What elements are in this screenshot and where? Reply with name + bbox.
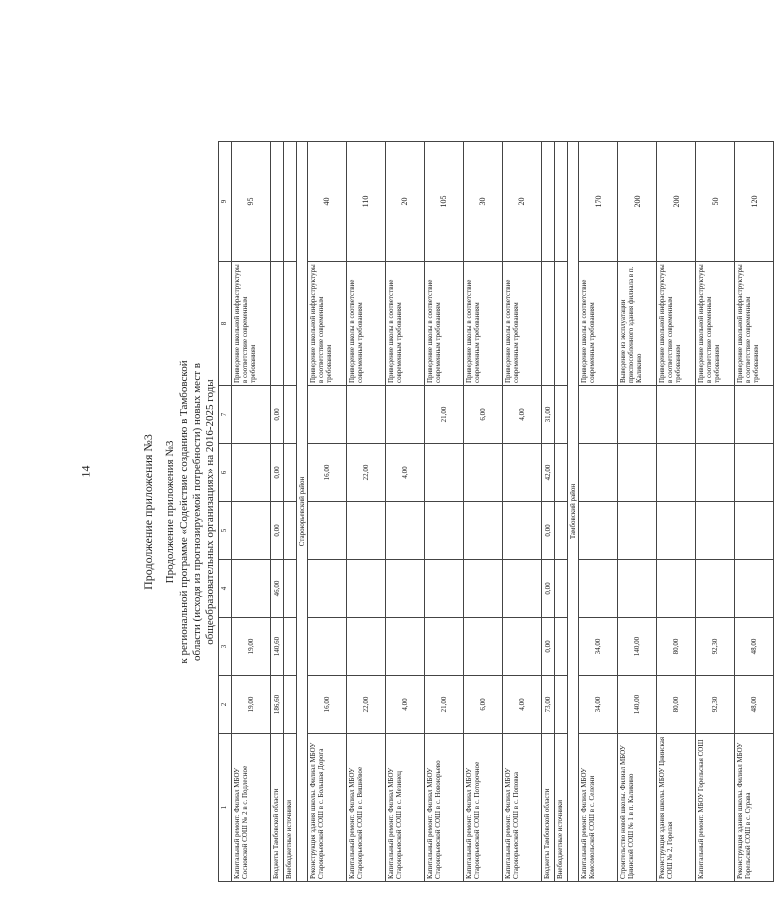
measure-cell: Капитальный ремонт. Филиал МБОУ Староюрьевской СОШ в с. Мезинец [386, 734, 425, 882]
program-line-2: области (исходя из прогнозируемой потребности) новых мест в [191, 363, 203, 661]
column-number: 7 [219, 386, 232, 444]
amount-2018-cell [735, 502, 774, 560]
places-cell [284, 142, 297, 262]
places-cell: 105 [425, 142, 464, 262]
result-cell: Приведение школьной инфраструктуры в соответствие современным требованиям [735, 262, 774, 386]
measure-cell: Капитальный ремонт. Филиал МБОУ Староюрьевской СОШ в с. Новоюрьево [425, 734, 464, 882]
amount-total-cell: 48,00 [735, 676, 774, 734]
measure-cell: Внебюджетные источники [555, 734, 568, 882]
amount-total-cell: 92,30 [696, 676, 735, 734]
amount-2018-cell [579, 502, 618, 560]
amount-2019-cell [425, 444, 464, 502]
result-cell: Приведение школы в соответствие современным требованиям [386, 262, 425, 386]
measure-cell: Внебюджетные источники [284, 734, 297, 882]
table-row [503, 142, 542, 882]
places-cell: 20 [386, 142, 425, 262]
amount-2017-cell [618, 560, 657, 618]
measure-cell: Капитальный ремонт. Филиал МБОУ Сосновской СОШ № 2 в с. Подлесное [232, 734, 271, 882]
column-number-row [219, 142, 232, 882]
result-cell [555, 262, 568, 386]
amount-2019-cell [579, 444, 618, 502]
amount-total-cell: 21,00 [425, 676, 464, 734]
amount-total-cell: 34,00 [579, 676, 618, 734]
amount-2016-cell: 140,00 [618, 618, 657, 676]
program-line-3: общеобразовательных организациях» на 2016-2025 годы [204, 379, 216, 645]
amount-2016-cell: 19,00 [232, 618, 271, 676]
amount-2016-cell: 80,00 [657, 618, 696, 676]
amount-2016-cell: 0,00 [542, 618, 555, 676]
amount-2019-cell [555, 444, 568, 502]
amount-2019-cell: 42,00 [542, 444, 555, 502]
amount-2017-cell [308, 560, 347, 618]
amount-2017-cell [696, 560, 735, 618]
result-cell: Приведение школы в соответствие современным требованиям [503, 262, 542, 386]
result-cell: Приведение школы в соответствие современным требованиям [579, 262, 618, 386]
amount-2019-cell: 16,00 [308, 444, 347, 502]
appendix-continuation: Продолжение приложения №3 [164, 440, 176, 584]
column-number: 6 [219, 444, 232, 502]
amount-2019-cell [464, 444, 503, 502]
result-cell [542, 262, 555, 386]
table-row [308, 142, 347, 882]
table-row [579, 142, 618, 882]
total-row [284, 142, 297, 882]
amount-2018-cell [308, 502, 347, 560]
places-cell: 110 [347, 142, 386, 262]
amount-2016-cell: 92,30 [696, 618, 735, 676]
result-cell: Приведение школы в соответствие современным требованиям [347, 262, 386, 386]
amount-2020-cell [347, 386, 386, 444]
amount-2018-cell: 0,00 [542, 502, 555, 560]
amount-2020-cell [735, 386, 774, 444]
measure-cell: Реконструкция здания школы. Филиал МБОУ Горельской СОШ в с. Сурава [735, 734, 774, 882]
section-row [568, 142, 579, 882]
amount-2016-cell [503, 618, 542, 676]
measure-cell: Капитальный ремонт. Филиал МБОУ Староюрьевской СОШ в с. Поповка [503, 734, 542, 882]
amount-2018-cell [347, 502, 386, 560]
amount-2016-cell: 140,60 [271, 618, 284, 676]
amount-2016-cell [308, 618, 347, 676]
amount-2017-cell: 0,00 [542, 560, 555, 618]
table-row [618, 142, 657, 882]
amount-2019-cell [232, 444, 271, 502]
amount-2016-cell [347, 618, 386, 676]
measure-cell: Бюджеты Тамбовской области [542, 734, 555, 882]
places-cell: 95 [232, 142, 271, 262]
measure-cell: Капитальный ремонт. Филиал МБОУ Староюрьевской СОШ в с. Поторочное [464, 734, 503, 882]
amount-total-cell: 4,00 [386, 676, 425, 734]
amount-2018-cell [503, 502, 542, 560]
amount-2019-cell [657, 444, 696, 502]
table-row [464, 142, 503, 882]
amount-2017-cell [657, 560, 696, 618]
amount-total-cell [555, 676, 568, 734]
amount-2019-cell: 0,00 [271, 444, 284, 502]
amount-total-cell [284, 676, 297, 734]
amount-total-cell: 6,00 [464, 676, 503, 734]
result-cell: Приведение школьной инфраструктуры в соответствие современным требованиям [308, 262, 347, 386]
total-row [542, 142, 555, 882]
column-number: 8 [219, 262, 232, 386]
table-row [696, 142, 735, 882]
table-row [735, 142, 774, 882]
amount-2016-cell [464, 618, 503, 676]
section-label: Тамбовский район [568, 142, 579, 882]
amount-2020-cell: 31,00 [542, 386, 555, 444]
amount-2020-cell [386, 386, 425, 444]
places-cell: 20 [503, 142, 542, 262]
section-label: Староюрьевский район [297, 142, 308, 882]
amount-2017-cell: 46,00 [271, 560, 284, 618]
amount-2017-cell [464, 560, 503, 618]
table-row [425, 142, 464, 882]
amount-2017-cell [347, 560, 386, 618]
places-cell [555, 142, 568, 262]
amount-2018-cell [657, 502, 696, 560]
amount-2018-cell [386, 502, 425, 560]
result-cell: Приведение школьной инфраструктуры в соответствие современным требованиям [696, 262, 735, 386]
program-table [218, 141, 774, 882]
places-cell: 120 [735, 142, 774, 262]
amount-total-cell: 22,00 [347, 676, 386, 734]
amount-2020-cell [579, 386, 618, 444]
amount-2016-cell [284, 618, 297, 676]
amount-2018-cell [425, 502, 464, 560]
amount-2017-cell [284, 560, 297, 618]
amount-2020-cell [284, 386, 297, 444]
table-row [386, 142, 425, 882]
result-cell: Выведение из эксплуатации приспособленного здания филиала в п. Каликино [618, 262, 657, 386]
amount-total-cell: 186,60 [271, 676, 284, 734]
amount-2016-cell: 48,00 [735, 618, 774, 676]
amount-2020-cell [618, 386, 657, 444]
amount-2018-cell [555, 502, 568, 560]
places-cell [271, 142, 284, 262]
amount-2019-cell [696, 444, 735, 502]
amount-2019-cell [503, 444, 542, 502]
continuation-title: Продолжение приложения №3 [141, 434, 155, 590]
table-body [232, 142, 774, 882]
amount-2019-cell [284, 444, 297, 502]
amount-2020-cell [232, 386, 271, 444]
amount-2020-cell: 21,00 [425, 386, 464, 444]
column-number: 2 [219, 676, 232, 734]
result-cell: Приведение школьной инфраструктуры в соответствие современным требованиям [657, 262, 696, 386]
measure-cell: Реконструкция здания школы. Филиал МБОУ Староюрьевской СОШ в с. Большая Дорога [308, 734, 347, 882]
amount-2020-cell [696, 386, 735, 444]
result-cell [284, 262, 297, 386]
amount-total-cell: 80,00 [657, 676, 696, 734]
measure-cell: Капитальный ремонт. МБОУ Горельская СОШ [696, 734, 735, 882]
measure-cell: Строительство новой школы. Филиал МБОУ Цнинской СОШ № 1 в п. Каликино [618, 734, 657, 882]
places-cell: 200 [618, 142, 657, 262]
rotated-document-sheet [141, 142, 761, 882]
amount-2020-cell [308, 386, 347, 444]
table-row [232, 142, 271, 882]
amount-total-cell: 16,00 [308, 676, 347, 734]
amount-2017-cell [425, 560, 464, 618]
result-cell: Приведение школы в соответствие современным требованиям [464, 262, 503, 386]
places-cell: 200 [657, 142, 696, 262]
amount-total-cell: 140,00 [618, 676, 657, 734]
column-number: 3 [219, 618, 232, 676]
places-cell: 40 [308, 142, 347, 262]
amount-total-cell: 73,00 [542, 676, 555, 734]
amount-2020-cell: 4,00 [503, 386, 542, 444]
amount-2017-cell [555, 560, 568, 618]
amount-2019-cell [735, 444, 774, 502]
amount-2017-cell [503, 560, 542, 618]
places-cell [542, 142, 555, 262]
places-cell: 50 [696, 142, 735, 262]
measure-cell: Бюджеты Тамбовской области [271, 734, 284, 882]
amount-2018-cell [618, 502, 657, 560]
result-cell: Приведение школьной инфраструктуры в соответствие современным требованиям [232, 262, 271, 386]
measure-cell: Реконструкция здания школы. МБОУ Цнинская СОШ № 2, Горелая [657, 734, 696, 882]
table-row [347, 142, 386, 882]
page-number: 14 [78, 465, 93, 478]
amount-2020-cell: 6,00 [464, 386, 503, 444]
column-number: 5 [219, 502, 232, 560]
places-cell: 30 [464, 142, 503, 262]
amount-2020-cell [657, 386, 696, 444]
amount-2016-cell [425, 618, 464, 676]
places-cell: 170 [579, 142, 618, 262]
column-number: 4 [219, 560, 232, 618]
amount-2017-cell [386, 560, 425, 618]
amount-2017-cell [579, 560, 618, 618]
total-row [555, 142, 568, 882]
column-number: 9 [219, 142, 232, 262]
result-cell [271, 262, 284, 386]
amount-2020-cell [555, 386, 568, 444]
column-number: 1 [219, 734, 232, 882]
amount-2016-cell [386, 618, 425, 676]
amount-2019-cell: 4,00 [386, 444, 425, 502]
total-row [271, 142, 284, 882]
amount-2020-cell: 0,00 [271, 386, 284, 444]
table-row [657, 142, 696, 882]
amount-2019-cell: 22,00 [347, 444, 386, 502]
amount-2016-cell: 34,00 [579, 618, 618, 676]
amount-2018-cell [696, 502, 735, 560]
amount-2017-cell [232, 560, 271, 618]
measure-cell: Капитальный ремонт. Филиал МБОУ Староюрьевской СОШ в с. Вишнёвое [347, 734, 386, 882]
amount-2018-cell [284, 502, 297, 560]
amount-total-cell: 19,00 [232, 676, 271, 734]
amount-2016-cell [555, 618, 568, 676]
amount-2018-cell [464, 502, 503, 560]
result-cell: Приведение школы в соответствие современным требованиям [425, 262, 464, 386]
section-row [297, 142, 308, 882]
amount-total-cell: 4,00 [503, 676, 542, 734]
measure-cell: Капитальный ремонт. Филиал МБОУ Комсомольской СОШ в с. Селезни [579, 734, 618, 882]
amount-2019-cell [618, 444, 657, 502]
amount-2018-cell: 0,00 [271, 502, 284, 560]
program-line-1: к региональной программе «Содействие созданию в Тамбовской [178, 360, 190, 664]
amount-2017-cell [735, 560, 774, 618]
amount-2018-cell [232, 502, 271, 560]
